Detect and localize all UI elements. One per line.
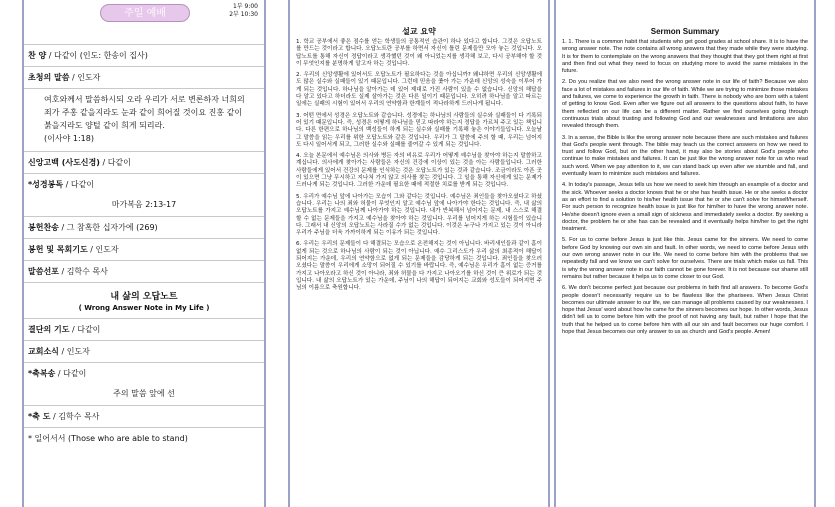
korean-summary-title: 설교 요약: [402, 27, 436, 36]
worship-item-invitation: 초청의 말씀 / 인도자: [24, 66, 264, 88]
english-paragraph: 6. We don't become perfect just because our problems in faith find all answers. To become God's people doesn't necessarily require us to be flawless like the pharisees. When Jesus Christ becomes our ultimate answer to our life, we can manage all problems caused by our weaknesses. I hope that Jesus' word about how he came for the sinners becomes our hope. In other words, Jesus didn't tell us to come before him with the proof of not having any fault, but rather I hope that the truth that he helped us to come before him with all our sin and fault becomes our huge comfort. I hope that Jesus becomes our only answer to us as church and God's people. Amen!: [562, 285, 808, 335]
worship-item-benediction: *축 도 / 김학수 목사: [24, 405, 264, 427]
bulletin-header: [24, 0, 264, 44]
service-times: [229, 3, 258, 19]
english-summary-body: [556, 37, 814, 336]
english-summary-title: Sermon Summary: [650, 27, 720, 36]
english-paragraph: 2. Do you realize that we also need the wrong answer note in our life of faith? Because we also face a lot of mistakes and failures in our life of faith. While we are trying to minimize those mistakes and failures, we come to experience the growth in faith. There is nobody who are born with a talent of getting to know God. Even after we figure out all answers to the questions about faith, to have them reflected on our life can be a different matter. Rather we find ourselves going through continuous trials about trusting and following God and our weaknesses and limitations are also revealed through them.: [562, 79, 808, 130]
worship-title: 주일 예배: [100, 4, 190, 22]
korean-paragraph: 6. 우리는 우리의 문제들이 다 해결되는 모습으로 온전해지는 것이 아닙니다. 바리새인들과 같이 흠이 없게 되는 것으로 하나님의 사람이 되는 것이 아닙니다. 예수 그리스도가 우리 삶의 최종적이 해답이 되어지는 가운데, 우리의 연약함으로 없게 되는 문제들을 감당하게 되는 것입니다. 죄인들을 찾으러 오셨다는 말씀이 우리에게 소망이 되어질 수 있기를 바랍니다. 즉, 예수님은 우리가 흠이 없는 증거를 가지고 나아오라고 하신 것이 아니라, 죄와 허물을 다 가지고 나아오기를 하신 것이 큰 위로가 되는 것입니다. 내 삶의 오답노트가 있는 가운데, 주님이 나의 해답이 되어지는 교회와 성도들이 되어지면 주님의 이름으로 축원합니다.: [296, 241, 542, 292]
sermon-title-korean: 내 삶의 오답노트: [110, 292, 178, 302]
call-to-worship-ref: (이사야 1:18): [44, 134, 94, 143]
service-time-1: 1부 9:00: [233, 3, 258, 10]
korean-paragraph: 3. 어떤 면에서 성경은 오답노트와 같습니다. 성경에는 하나님의 사람들의 실수와 실패들이 다 기록되어 있기 때문입니다. 즉, 성경은 어떻게 하나님을 믿고 따라야 하는지 정답을 가르쳐 주고 있는 책입니다. 다른 한편으로 하나님의 백성들이 하게 되는 실수와 실패를 기록해 놓은 이야기들입니다. 오늘날 그 말씀을 읽는 우리를 위한 오답노트와 같은 것입니다. 우리가 그 말씀에 주의 할 때, 우리는 넘어지도 다시 일어서게 되고, 그러한 실수와 실패를 줄여갈 수 있게 되는 것입니다.: [296, 112, 542, 148]
worship-item-offering-prayer: 봉헌 및 목회기도 / 인도자: [24, 238, 264, 260]
english-paragraph: 1. 1. There is a common habit that students who get good grades at school share. It is to have the wrong answer note. The note contains all wrong answers that they made while they were studying. It is for them to contemplate on the wrong answers that they thought that they got them right at first and then find out what they need to focus on studying more to avoid the same mistakes in the future.: [562, 39, 808, 75]
sermon-title: [24, 282, 264, 318]
english-paragraph: 3. In a sense, the Bible is like the wrong answer note because there are such mistakes and failures that God's people went through. The bible may teach us the correct answers on how we need to trust and follow God, but on the other hand, it may also be stories about God's people who continue to make mistakes and failures. It can be just like the wrong answer note for us who read such word. When we pay attention to it, we can stand back up even after we stumble and fall, and eventually learn to minimize such mistakes and failures.: [562, 134, 808, 178]
worship-item-creed: 신앙고백 (사도신경) / 다같이: [24, 151, 264, 173]
korean-summary-body: [290, 37, 548, 293]
worship-item-praise: 찬 양 / 다같이 (인도: 한송이 집사): [24, 44, 264, 66]
english-paragraph: 5. For us to come before Jesus is just like this. Jesus came for the sinners. We need to come before God by knowing our own sin and fault. In other words, we need to come before Jesus with our own wrong answer note in our life. We need to come before him with the problems that we repeatedly fall and we know we can't solve for ourselves. There are trials which make us fall. This is why the wrong answer note in our faith cannot be gone forever. It is not because our shame still remains but rather because it helps us to come closer to our God.: [562, 237, 808, 280]
korean-summary-panel: [288, 0, 550, 507]
call-to-worship: [24, 88, 264, 151]
korean-paragraph: 4. 오늘 본문에서 예수님은 의사와 병든 자의 비유로 우리가 어떻게 예수님을 찾아야 하는지 말씀하고 계십니다. 의사에게 찾아가는 사람들은 자신의 건강에 이상이 있는 것을 아는 사람들입니다. 그러한 사람들에게 있어서 건강의 문제를 인식하는 것은 오답노트가 있는 것과 같습니다. 조금이라도 아픈 곳이 있으면 그냥 무시하고 지나쳐 가지 않고 의사를 찾는 것입니다. 그 일을 통해 자신에게 있는 문제가 드러나게 되는 것입니다. 그러한 가운데 필요한 때에 적절한 치료를 받게 되는 것입니다.: [296, 153, 542, 189]
worship-item-announcements: 교회소식 / 인도자: [24, 340, 264, 362]
blessing-song-title: 주의 말씀 앞에 선: [113, 389, 175, 398]
worship-item-blessing-song: *축복송 / 다같이: [24, 362, 264, 384]
worship-item-scripture-reading: *성경봉독 / 다같이: [24, 173, 264, 195]
worship-item-sermon: 말씀선포 / 김학수 목사: [24, 260, 264, 282]
english-summary-panel: [554, 0, 816, 507]
standing-note: * 일어서서 (Those who are able to stand): [24, 427, 264, 449]
korean-paragraph: 2. 우리의 신앙생활에 있어서도 오답노트가 필요하다는 것을 아십니까? 왜냐하면 우리의 신앙생활에도 많은 실수와 실패들이 있기 때문입니다. 그런데 믿음을 좇아 가는 가운데 신앙의 성숙을 이루어 가게 되는 것입니다. 하나님을 알아가는 데 있어 제대로 가진 사람이 있을 수 없습니다. 신앙의 해답을 다 알고 있다고 하더라도 실제 살아가는 것은 다른 일이기 때문입니다. 오히려 하나님을 알고 따르는 일에는 실패의 시험이 있어서 우리의 연약함과 한계들이 적나라하게 드러나게 됩니다.: [296, 72, 542, 108]
service-time-2: 2부 10:30: [229, 11, 258, 18]
korean-paragraph: 1. 학교 공부에서 좋은 점수를 얻는 학생들의 공통적인 습관이 하나 있다고 합니다. 그것은 오답노트를 만드는 것이라고 합니다. 오답노트란 공부를 하면서 자신이 틀린 문제들만 모아 놓는 것입니다. 오답노트를 통해 자신이 정답이라고 생각했던 것이 왜 아니었는지를 생각해 보고, 다시 공부해야 할 것이 무엇인지를 분명하게 알고자 하는 것입니다.: [296, 39, 542, 67]
sermon-title-english: ( Wrong Answer Note in My Life ): [78, 304, 210, 312]
scripture-reference: 마가복음 2:13-17: [111, 200, 177, 209]
worship-item-decision-prayer: 결단의 기도 / 다같이: [24, 318, 264, 340]
order-of-worship-panel: [22, 0, 266, 507]
korean-paragraph: 5. 우리가 예수님 앞에 나아가는 모습이 그와 같다는 것입니다. 예수님은 죄인들을 찾아오셨다고 하셨습니다. 우리는 나의 죄와 허물이 무엇인지 알고 예수님 앞에 나아가야 한다는 것입니다. 즉, 내 삶의 오답노트를 가지고 예수님께 나아가야 하는 것입니다. 내가 반복해서 넘어지는 문제, 내 스스로 해결할 수 없는 문제들을 가지고 예수님을 찾아야 하는 것입니다. 우리를 넘어지게 하는 시험들이 있습니다. 그래서 내 신앙의 오답노트는 사라질 수가 없는 것입니다. 이것은 누구나 가지고 있는 것이 아니라 우리가 주님을 더욱 가까이하게 되는 이유가 되는 것입니다.: [296, 193, 542, 237]
english-paragraph: 4. In today's passage, Jesus tells us how we need to seek him through an example of a doctor and the sick. Whoever seeks a doctor knows that he or she has health issue. He or she seeks a doctor as an effort to find a solution to his/her health issue that he or she can't solve for himself/herself. For such person to recognize health issue is just like for him/her to have the wrong answer note. He/she doesn't ignore even a small sign of sickness and immediately seeks a doctor. By seeking a doctor, the problem he or she has can be revealed and it eventually helps him/her to get the right treatment.: [562, 182, 808, 233]
worship-item-offering-hymn: 봉헌찬송 / 그 참혹한 십자가에 (269): [24, 216, 264, 238]
call-to-worship-text: 여호와께서 말씀하시되 오라 우리가 서로 변론하자 너희의 죄가 주홍 같을지라도 눈과 같이 희어질 것이요 진홍 같이 붉을지라도 양털 같이 희게 되리라.: [44, 95, 245, 130]
